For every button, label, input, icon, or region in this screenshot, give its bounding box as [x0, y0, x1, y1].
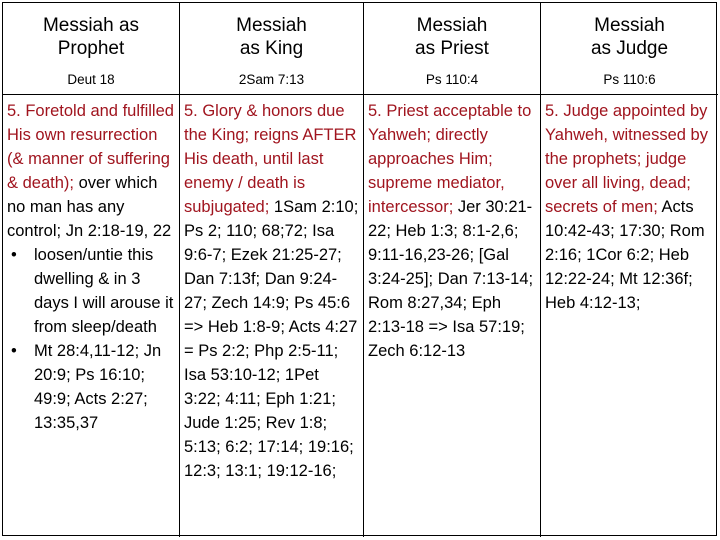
column-reference: Ps 110:6: [603, 72, 656, 87]
column-reference: Ps 110:4: [425, 72, 479, 87]
key-statement: 5. Glory & honors due the King; reigns AFTER His death, until last enemy / death is subjugated;: [184, 102, 357, 216]
column-reference: Deut 18: [67, 72, 115, 87]
body-prophet: [3, 95, 180, 537]
header-judge: [541, 3, 718, 95]
column-title: Messiah as Priest: [415, 15, 489, 59]
key-statement: 5. Priest acceptable to Yahweh; directly approaches Him; supreme mediator, intercessor;: [368, 102, 532, 216]
header-priest: [364, 3, 541, 95]
header-prophet: [3, 3, 180, 95]
header-king: [180, 3, 364, 95]
body-priest: [364, 95, 541, 537]
scripture-references: 1Sam 2:10; Ps 2; 110; 68;72; Isa 9:6-7; Ezek 21:25-27; Dan 7:13f; Dan 9:24-27; Zech 14:9; Ps 45:6 => Heb 1:8-9; Acts 4:27 = Ps 2:2; Php 2:5-11; Isa 53:10-12; 1Pet 3:22; 4:11; Eph 1:21; Jude 1:25; Rev 1:8; 5:13; 6:2; 17:14; 19:16; 12:3; 13:1; 19:12-16;: [184, 198, 359, 480]
key-statement: 5. Judge appointed by Yahweh, witnessed by the prophets; judge over all living, dead; secrets of men;: [545, 102, 708, 216]
bullet-list: [7, 243, 176, 435]
messiah-comparison-table: [2, 2, 717, 536]
column-title: Messiah as Prophet: [42, 15, 140, 59]
column-title: Messiah as Judge: [590, 15, 669, 59]
column-title: Messiah as King: [236, 15, 307, 59]
scripture-references: Jer 30:21-22; Heb 1:3; 8:1-2,6; 9:11-16,23-26; [Gal 3:24-25]; Dan 7:13-14; Rom 8:27,34; Eph 2:13-18 => Isa 57:19; Zech 6:12-13: [368, 198, 534, 360]
body-judge: [541, 95, 718, 537]
scripture-references: Acts 10:42-43; 17:30; Rom 2:16; 1Cor 6:2; Heb 12:22-24; Mt 12:36f; Heb 4:12-13;: [545, 198, 705, 312]
column-reference: 2Sam 7:13: [238, 72, 305, 87]
key-statement: 5. Foretold and fulfilled His own resurrection (& manner of suffering & death);: [7, 102, 174, 192]
body-king: [180, 95, 364, 537]
list-item: • loosen/untie this dwelling & in 3 days I will arouse it from sleep/death: [7, 243, 176, 339]
list-item: • Mt 28:4,11-12; Jn 20:9; Ps 16:10; 49:9; Acts 2:27; 13:35,37: [7, 339, 176, 435]
scripture-references: over which no man has any control; Jn 2:18-19, 22: [7, 174, 172, 240]
